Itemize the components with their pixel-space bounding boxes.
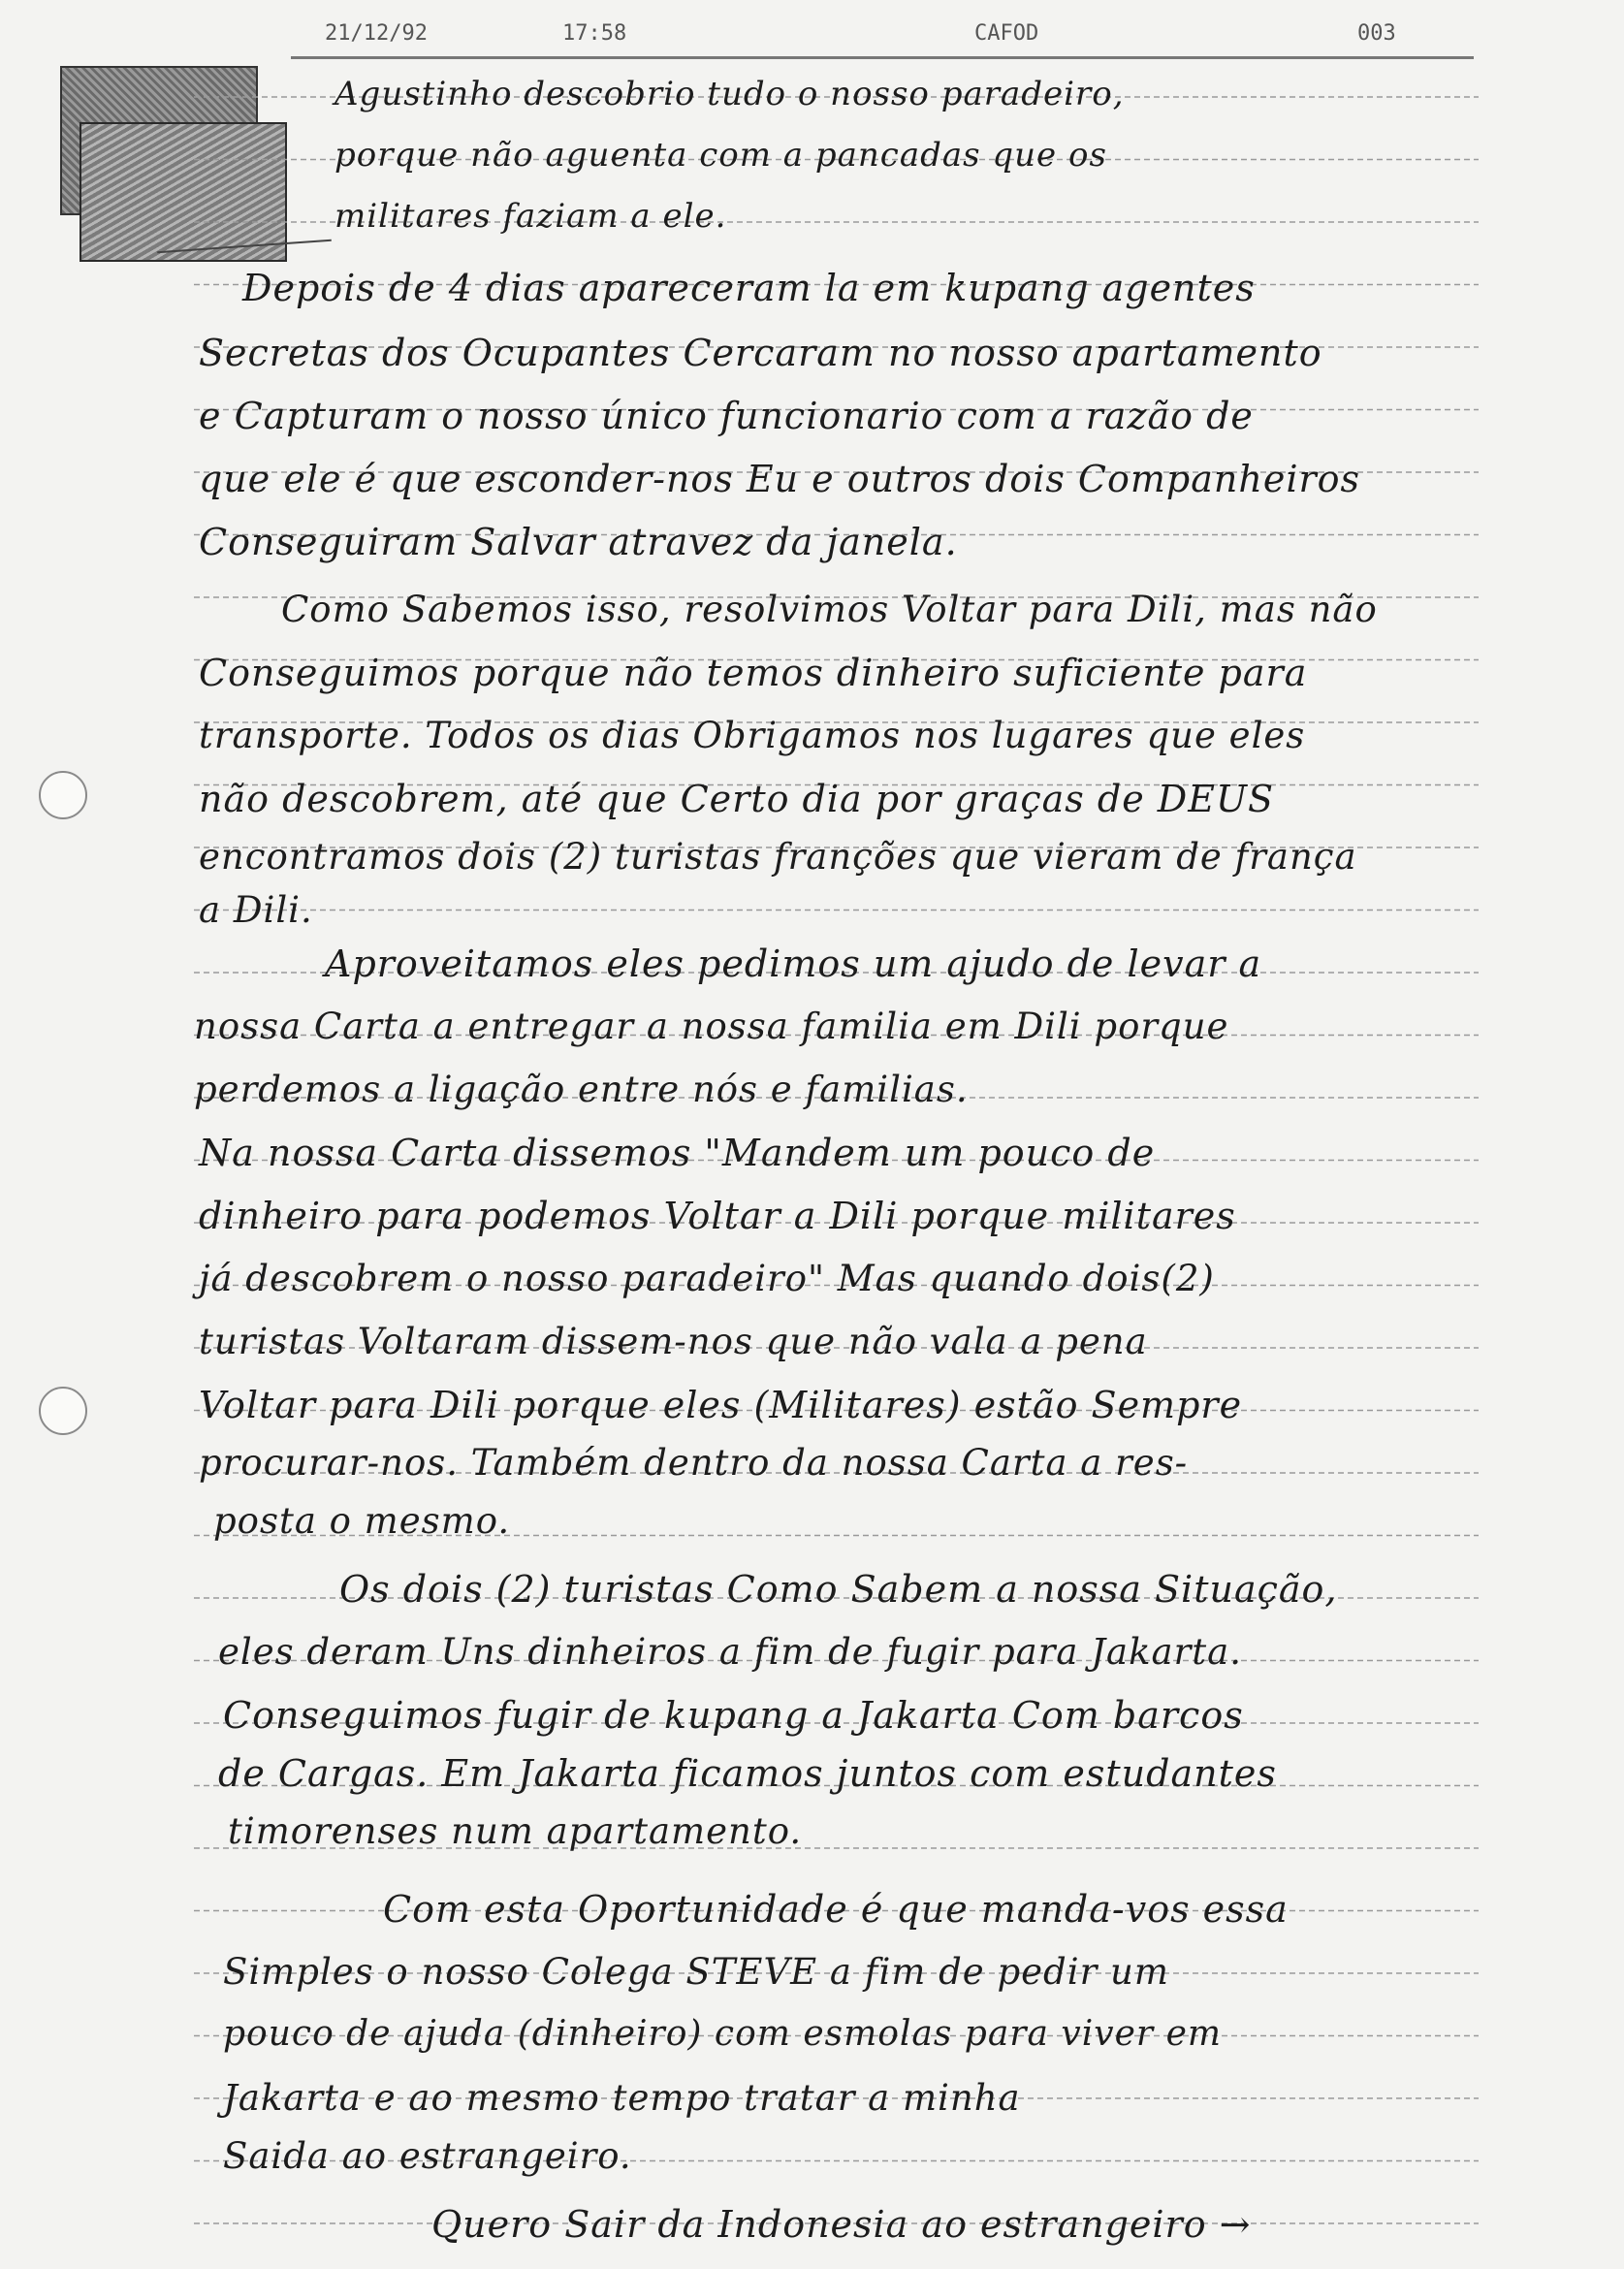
fax-time: 17:58 xyxy=(562,21,627,46)
letter-line: perdemos a ligação entre nós e familias. xyxy=(194,1069,969,1110)
letter-line: já descobrem o nosso paradeiro" Mas quando dois(2) xyxy=(199,1258,1215,1299)
letter-line: porque não aguenta com a pancadas que os xyxy=(334,136,1107,175)
letter-line: timorenses num apartamento. xyxy=(228,1810,803,1852)
letter-line: Agustinho descobrio tudo o nosso paradeiro, xyxy=(334,75,1125,113)
letter-line: nossa Carta a entregar a nossa familia em Dili porque xyxy=(194,1006,1229,1047)
letter-line: a Dili. xyxy=(199,889,313,931)
letter-line: Com esta Oportunidade é que manda-vos essa xyxy=(383,1888,1289,1931)
letter-line: Depois de 4 dias apareceram la em kupang agentes xyxy=(242,267,1256,309)
fax-date: 21/12/92 xyxy=(325,21,428,46)
letter-line: Conseguiram Salvar atravez da janela. xyxy=(199,521,958,563)
letter-line: de Cargas. Em Jakarta ficamos juntos com estudantes xyxy=(218,1752,1277,1795)
letter-line: pouco de ajuda (dinheiro) com esmolas para viver em xyxy=(223,2014,1223,2054)
letter-line: Simples o nosso Colega STEVE a fim de pedir um xyxy=(223,1951,1169,1993)
letter-line: não descobrem, até que Certo dia por graças de DEUS xyxy=(199,778,1275,820)
letter-line: transporte. Todos os dias Obrigamos nos lugares que eles xyxy=(199,715,1306,756)
letter-line: posta o mesmo. xyxy=(213,1500,511,1542)
letter-line: que ele é que esconder-nos Eu e outros dois Companheiros xyxy=(199,458,1361,500)
letter-line: Conseguimos fugir de kupang a Jakarta Com barcos xyxy=(223,1694,1244,1737)
fax-sender: CAFOD xyxy=(974,21,1039,46)
letter-line: Saida ao estrangeiro. xyxy=(223,2135,632,2177)
letter-line: Quero Sair da Indonesia ao estrangeiro → xyxy=(431,2203,1252,2246)
letter-line: eles deram Uns dinheiros a fim de fugir para Jakarta. xyxy=(218,1631,1242,1673)
letter-line: Jakarta e ao mesmo tempo tratar a minha xyxy=(223,2077,1021,2119)
letter-line: encontramos dois (2) turistas franções que vieram de frança xyxy=(199,836,1357,878)
letter-line: Na nossa Carta dissemos "Mandem um pouco de xyxy=(199,1132,1156,1174)
letter-line: militares faziam a ele. xyxy=(334,197,727,236)
letter-line: Como Sabemos isso, resolvimos Voltar para Dili, mas não xyxy=(281,589,1378,630)
letter-line: turistas Voltaram dissem-nos que não vala a pena xyxy=(199,1321,1148,1362)
letter-line: dinheiro para podemos Voltar a Dili porque militares xyxy=(199,1195,1236,1237)
letter-line: e Capturam o nosso único funcionario com a razão de xyxy=(199,395,1254,437)
fax-page-number: 003 xyxy=(1357,21,1396,46)
letter-line: Os dois (2) turistas Como Sabem a nossa Situação, xyxy=(339,1568,1338,1611)
letter-line: procurar-nos. Também dentro da nossa Carta a res- xyxy=(199,1442,1189,1484)
letter-line: Secretas dos Ocupantes Cercaram no nosso apartamento xyxy=(199,332,1322,374)
letter-line: Conseguimos porque não temos dinheiro suficiente para xyxy=(199,652,1308,694)
letter-line: Aproveitamos eles pedimos um ajudo de levar a xyxy=(325,943,1262,985)
letter-line: Voltar para Dili porque eles (Militares) estão Sempre xyxy=(199,1384,1243,1426)
